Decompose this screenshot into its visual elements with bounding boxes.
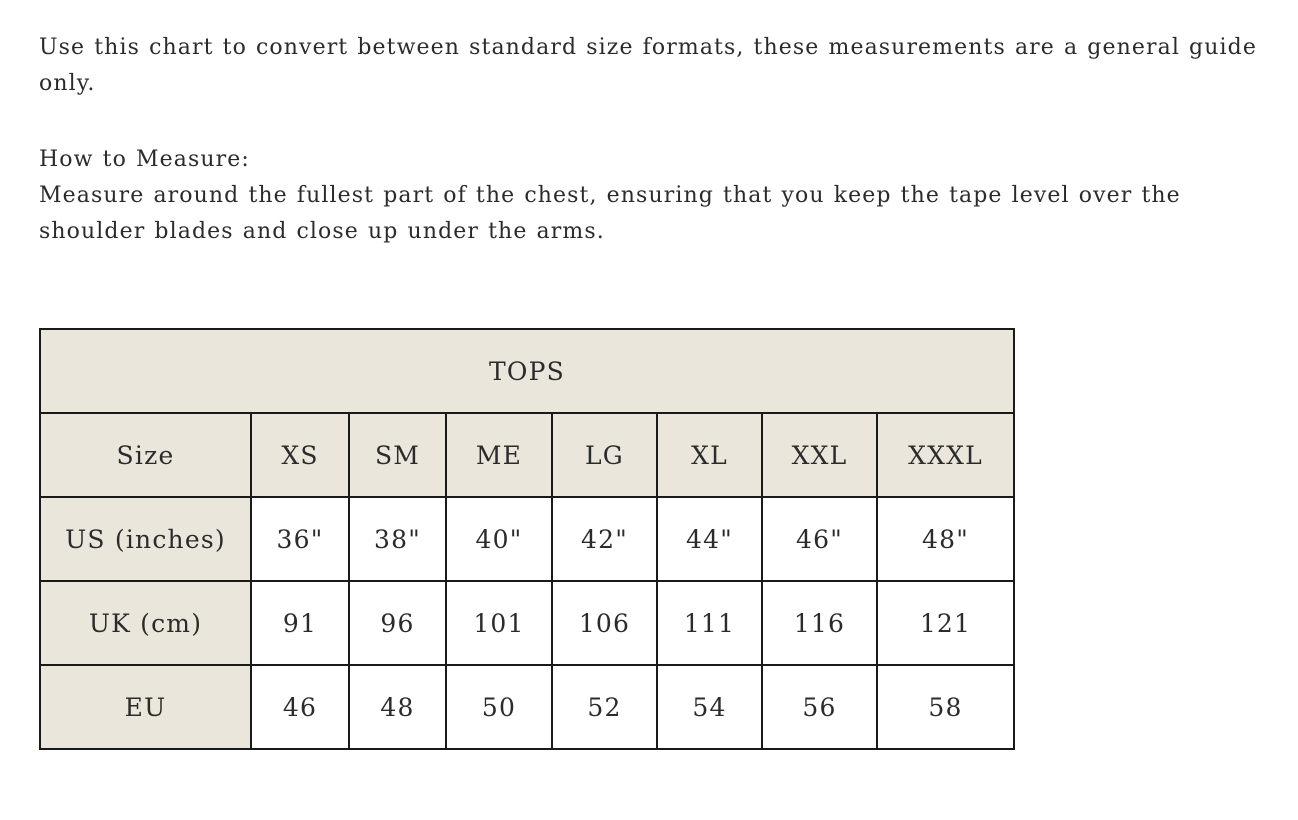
table-cell: 46" xyxy=(762,497,877,581)
table-cell: 56 xyxy=(762,665,877,749)
size-header-label: Size xyxy=(40,413,251,497)
table-cell: 91 xyxy=(251,581,349,665)
table-cell: 54 xyxy=(657,665,762,749)
size-header-cell: SM xyxy=(349,413,446,497)
table-cell: 42" xyxy=(552,497,657,581)
table-row-us xyxy=(40,497,1014,581)
table-cell: 48 xyxy=(349,665,446,749)
how-to-measure-heading: How to Measure: xyxy=(39,147,250,172)
table-cell: 106 xyxy=(552,581,657,665)
size-header-cell: XXXL xyxy=(877,413,1014,497)
size-chart-table xyxy=(39,328,1015,750)
table-cell: 111 xyxy=(657,581,762,665)
table-cell: 101 xyxy=(446,581,552,665)
row-label: US (inches) xyxy=(40,497,251,581)
how-to-measure-instructions: Measure around the fullest part of the chest, ensuring that you keep the tape level over the shoulder blades and close up under the arms. xyxy=(39,183,1181,244)
table-row-uk xyxy=(40,581,1014,665)
table-cell: 52 xyxy=(552,665,657,749)
row-label: UK (cm) xyxy=(40,581,251,665)
table-cell: 46 xyxy=(251,665,349,749)
size-header-cell: XL xyxy=(657,413,762,497)
size-header-row xyxy=(40,413,1014,497)
size-header-cell: XS xyxy=(251,413,349,497)
table-cell: 38" xyxy=(349,497,446,581)
size-header-cell: XXL xyxy=(762,413,877,497)
size-guide-content xyxy=(39,30,1259,250)
table-cell: 50 xyxy=(446,665,552,749)
size-header-cell: LG xyxy=(552,413,657,497)
table-row-eu xyxy=(40,665,1014,749)
table-cell: 121 xyxy=(877,581,1014,665)
intro-paragraph: Use this chart to convert between standard size formats, these measurements are a general guide only. xyxy=(39,35,1257,96)
table-cell: 40" xyxy=(446,497,552,581)
table-cell: 36" xyxy=(251,497,349,581)
table-cell: 116 xyxy=(762,581,877,665)
table-cell: 48" xyxy=(877,497,1014,581)
table-cell: 58 xyxy=(877,665,1014,749)
size-header-cell: ME xyxy=(446,413,552,497)
table-title-row xyxy=(40,329,1014,413)
table-title: TOPS xyxy=(40,329,1014,413)
table-cell: 44" xyxy=(657,497,762,581)
row-label: EU xyxy=(40,665,251,749)
table-cell: 96 xyxy=(349,581,446,665)
